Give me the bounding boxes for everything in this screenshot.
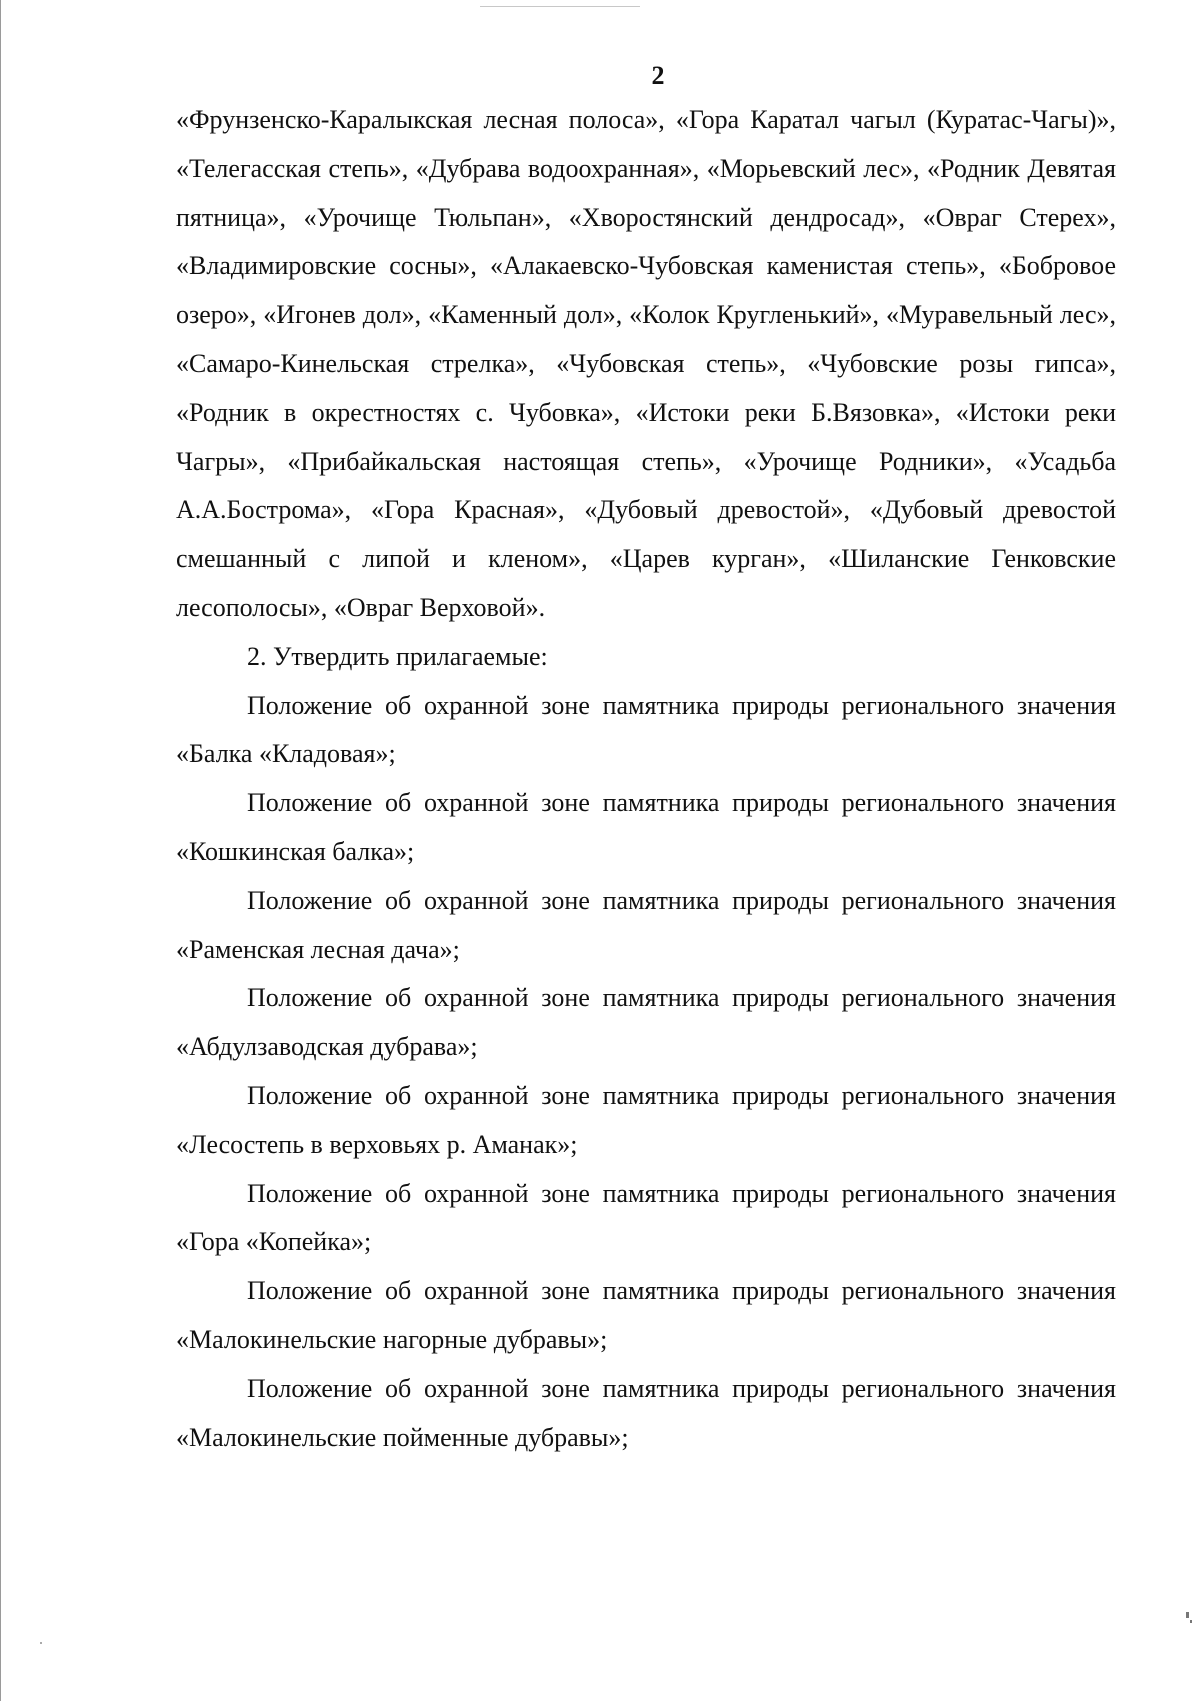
scan-speck (40, 1642, 42, 1644)
regulation-item: Положение об охранной зоне памятника природы регионального значения «Абдулзаводская дубрава»; (176, 983, 1116, 1062)
page-number: 2 (651, 61, 665, 90)
scan-speck (1190, 1620, 1192, 1623)
continuation-paragraph: «Фрунзенско-Каралыкская лесная полоса», «Гора Каратал чагыл (Куратас-Чагы)», «Телегасская степь», «Дубрава водоохранная», «Морьевский лес», «Родник Девятая пятница», «Урочище Тюльпан», «Хворостянский дендросад», «Овраг Стерех», «Владимировские сосны», «Алакаевско-Чубовская каменистая степь», «Бобровое озеро», «Игонев дол», «Каменный дол», «Колок Кругленький», «Муравельный лес», «Самаро-Кинельская стрелка», «Чубовская степь», «Чубовские розы гипса», «Родник в окрестностях с. Чубовка», «Истоки реки Б.Вязовка», «Истоки реки Чагры», «Прибайкальская настоящая степь», «Урочище Родники», «Усадьба А.А.Бострома», «Гора Красная», «Дубовый древостой», «Дубовый древостой смешанный с липой и кленом», «Царев курган», «Шиланские Генковские лесополосы», «Овраг Верховой». (176, 105, 1116, 622)
scan-edge-left (0, 0, 1, 1701)
regulation-item: Положение об охранной зоне памятника природы регионального значения «Лесостепь в верховьях р. Аманак»; (176, 1080, 1116, 1159)
regulation-item: Положение об охранной зоне памятника природы регионального значения «Раменская лесная дача»; (176, 885, 1116, 964)
scan-speck (1186, 1612, 1189, 1618)
regulation-item: Положение об охранной зоне памятника природы регионального значения «Балка «Кладовая»; (176, 690, 1116, 769)
item-2-heading: 2. Утвердить прилагаемые: (247, 641, 548, 671)
regulation-item: Положение об охранной зоне памятника природы регионального значения «Малокинельские пойменные дубравы»; (176, 1373, 1116, 1452)
scan-edge-top (480, 6, 640, 7)
regulation-item: Положение об охранной зоне памятника природы регионального значения «Кошкинская балка»; (176, 788, 1116, 866)
regulation-item: Положение об охранной зоне памятника природы регионального значения «Гора «Копейка»; (176, 1178, 1116, 1257)
regulation-item: Положение об охранной зоне памятника природы регионального значения «Малокинельские нагорные дубравы»; (176, 1276, 1116, 1354)
document-body (176, 96, 1116, 1462)
